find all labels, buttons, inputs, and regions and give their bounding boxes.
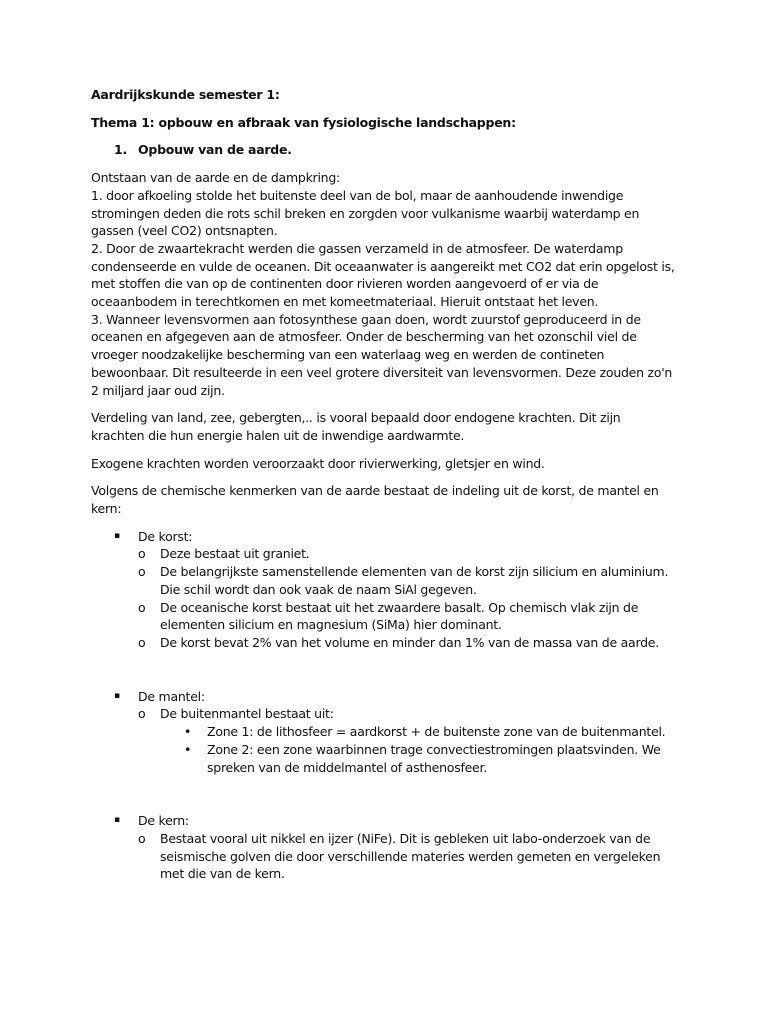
list-subitem-text: De buitenmantel bestaat uit:	[160, 706, 334, 722]
list-subitem-text: Bestaat vooral uit nikkel en ijzer (NiFe). Dit is gebleken uit labo-onderzoek van de seismische golven die door verschillende materies werden gemeten en vergeleken met die van de kern.	[160, 830, 661, 882]
circle-bullet-icon: o	[138, 706, 146, 722]
document-title: Aardrijkskunde semester 1:	[91, 87, 280, 102]
list-item-korst	[114, 528, 676, 546]
list-subitem-text: De korst bevat 2% van het volume en minder dan 1% van de massa van de aarde.	[160, 634, 659, 650]
list-subsubitem	[184, 723, 676, 741]
dot-bullet-icon: •	[184, 724, 192, 740]
square-bullet-icon: ▪	[114, 530, 120, 541]
circle-bullet-icon: o	[138, 546, 146, 562]
square-bullet-icon: ▪	[114, 690, 120, 701]
circle-bullet-icon: o	[138, 599, 146, 615]
list-subitem	[138, 563, 676, 598]
section-number: 1.	[114, 142, 127, 158]
intro-line: Ontstaan van de aarde en de dampkring:	[91, 170, 340, 186]
intro-line: 1. door afkoeling stolde het buitenste deel van de bol, maar de aanhoudende inwendige stromingen deden die rots schil breken en zorgden voor vulkanisme waarbij waterdamp en gassen (veel CO2) ontsnapten.	[91, 187, 640, 239]
list-subsubitem-text: Zone 2: een zone waarbinnen trage convectiestromingen plaatsvinden. We spreken van de middelmantel of asthenosfeer.	[207, 741, 661, 775]
paragraph-verdeling: Verdeling van land, zee, gebergten,.. is vooral bepaald door endogene krachten. Dit zijn krachten die hun energie halen uit de inwendige aardwarmte.	[91, 410, 621, 443]
theme-heading: Thema 1: opbouw en afbraak van fysiologische landschappen:	[91, 114, 516, 130]
list-subitem	[138, 705, 676, 723]
list-subsubitem-text: Zone 1: de lithosfeer = aardkorst + de buitenste zone van de buitenmantel.	[207, 724, 666, 740]
list-subitem-text: De belangrijkste samenstellende elementen van de korst zijn silicium en aluminium. Die schil wordt dan ook vaak de naam SiAl gegeven.	[160, 564, 669, 597]
intro-line: 2. Door de zwaartekracht werden die gassen verzameld in de atmosfeer. De waterdamp condenseerde en vulde de oceanen. Dit oceaanwater is aangereikt met CO2 dat erin opgelost is, met stoffen die van op de continenten door rivieren worden aangevoerd of er via de oceaanbodem in terechtkomen en met komeetmateriaal. Hieruit ontstaat het leven.	[91, 240, 675, 310]
dot-bullet-icon: •	[184, 741, 192, 757]
list-subsubitem	[184, 741, 676, 776]
list-subitem	[138, 545, 676, 563]
paragraph-indeling: Volgens de chemische kenmerken van de aarde bestaat de indeling uit de korst, de mantel en kern:	[91, 483, 659, 517]
spacer	[91, 652, 676, 688]
section-heading	[114, 141, 676, 159]
circle-bullet-icon: o	[138, 830, 146, 846]
paragraph-exogeen: Exogene krachten worden veroorzaakt door rivierwerking, gletsjer en wind.	[91, 455, 545, 471]
intro-paragraph	[91, 169, 676, 399]
circle-bullet-icon: o	[138, 564, 146, 580]
list-label: De korst:	[138, 528, 193, 544]
document-page	[91, 86, 676, 883]
spacer	[91, 776, 676, 812]
intro-line: 3. Wanneer levensvormen aan fotosynthese gaan doen, wordt zuurstof geproduceerd in de oceanen en afgegeven aan de atmosfeer. Onder de bescherming van het ozonschil viel de vroeger noodzakelijke bescherming van een waterlaag weg en werden de contineten bewoonbaar. Dit resulteerde in een veel grotere diversiteit van levensvormen. Deze zouden zo'n 2 miljard jaar oud zijn.	[91, 311, 673, 398]
list-subitem-text: De oceanische korst bestaat uit het zwaardere basalt. Op chemisch vlak zijn de elementen silicium en magnesium (SiMa) hier dominant.	[160, 599, 639, 633]
list-subitem	[138, 599, 676, 634]
section-title: Opbouw van de aarde.	[138, 142, 292, 158]
list-subitem	[138, 634, 676, 652]
list-subitem	[138, 830, 676, 883]
list-item-mantel	[114, 688, 676, 706]
circle-bullet-icon: o	[138, 634, 146, 650]
list-label: De kern:	[138, 813, 189, 829]
square-bullet-icon: ▪	[114, 815, 120, 826]
list-item-kern	[114, 812, 676, 830]
list-subitem-text: Deze bestaat uit graniet.	[160, 546, 310, 562]
list-label: De mantel:	[138, 688, 205, 704]
